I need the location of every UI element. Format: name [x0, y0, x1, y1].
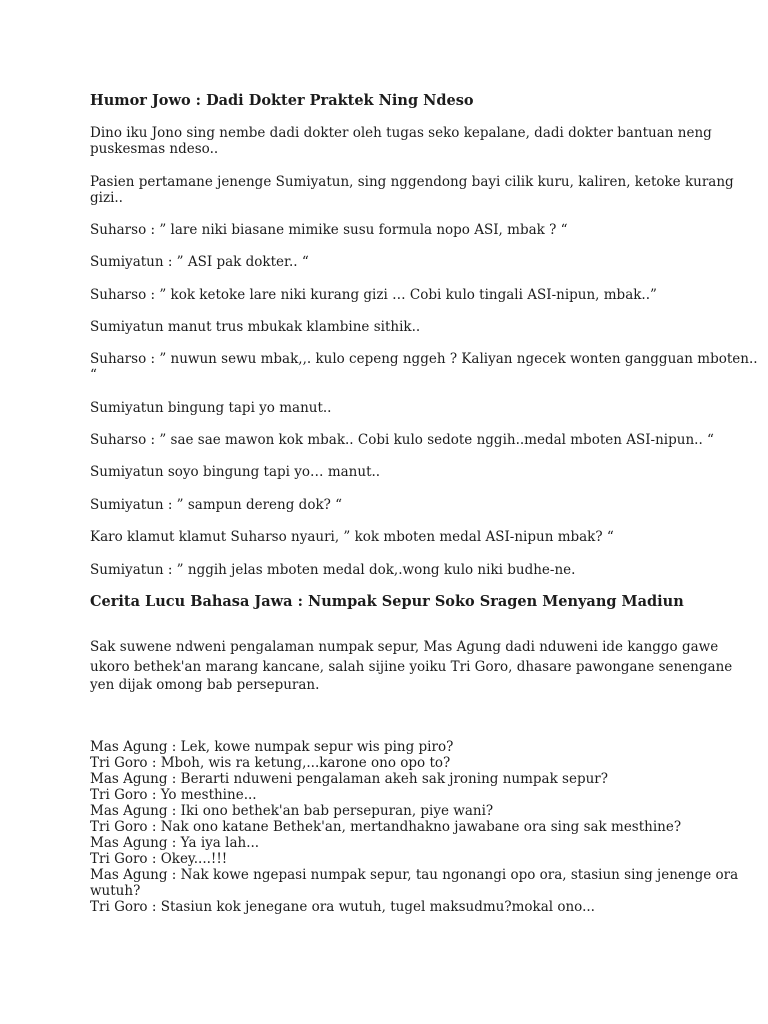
dialogue-line: Suharso : ” nuwun sewu mbak,,. kulo cepeng nggeh ? Kaliyan ngecek wonten gangguan mboten.. [90, 351, 758, 367]
dialogue-line: Sumiyatun bingung tapi yo manut.. [90, 400, 332, 416]
dialogue-line: Sumiyatun : ” sampun dereng dok? “ [90, 497, 343, 513]
section-title-humor-jowo: Humor Jowo : Dadi Dokter Praktek Ning Ndeso [90, 92, 474, 109]
paragraph-line: puskesmas ndeso.. [90, 141, 219, 157]
dialogue-line: Sumiyatun manut trus mbukak klambine sithik.. [90, 319, 421, 335]
conversation-line: wutuh? [90, 883, 141, 899]
paragraph-line: Sak suwene ndweni pengalaman numpak sepur, Mas Agung dadi nduweni ide kanggo gawe [90, 639, 719, 655]
paragraph-line: ukoro bethek'an marang kancane, salah sijine yoiku Tri Goro, dhasare pawongane senengane [90, 659, 733, 675]
conversation-line: Tri Goro : Mboh, wis ra ketung,...karone ono opo to? [90, 755, 451, 771]
conversation-line: Mas Agung : Nak kowe ngepasi numpak sepur, tau ngonangi opo ora, stasiun sing jenenge ora [90, 867, 739, 883]
paragraph-line: yen dijak omong bab persepuran. [90, 677, 320, 693]
dialogue-line: Suharso : ” lare niki biasane mimike susu formula nopo ASI, mbak ? “ [90, 222, 568, 238]
conversation-line: Tri Goro : Yo mesthine... [90, 787, 257, 803]
paragraph-line: Dino iku Jono sing nembe dadi dokter oleh tugas seko kepalane, dadi dokter bantuan neng [90, 125, 712, 141]
dialogue-line: Sumiyatun : ” ASI pak dokter.. “ [90, 254, 309, 270]
dialogue-line: Suharso : ” sae sae mawon kok mbak.. Cobi kulo sedote nggih..medal mboten ASI-nipun.. “ [90, 432, 714, 448]
conversation-line: Tri Goro : Okey....!!! [90, 851, 228, 867]
conversation-line: Mas Agung : Iki ono bethek'an bab persepuran, piye wani? [90, 803, 494, 819]
dialogue-line: Suharso : ” kok ketoke lare niki kurang gizi … Cobi kulo tingali ASI-nipun, mbak..” [90, 287, 657, 303]
dialogue-line: Karo klamut klamut Suharso nyauri, ” kok mboten medal ASI-nipun mbak? “ [90, 529, 614, 545]
conversation-line: Mas Agung : Ya iya lah... [90, 835, 260, 851]
paragraph-line: Pasien pertamane jenenge Sumiyatun, sing nggendong bayi cilik kuru, kaliren, ketoke kurang [90, 174, 734, 190]
dialogue-line: “ [90, 367, 97, 383]
dialogue-line: Sumiyatun : ” nggih jelas mboten medal dok,.wong kulo niki budhe-ne. [90, 562, 576, 578]
dialogue-line: Sumiyatun soyo bingung tapi yo… manut.. [90, 464, 381, 480]
conversation-line: Mas Agung : Lek, kowe numpak sepur wis ping piro? [90, 739, 454, 755]
conversation-line: Mas Agung : Berarti nduweni pengalaman akeh sak jroning numpak sepur? [90, 771, 608, 787]
conversation-line: Tri Goro : Stasiun kok jenegane ora wutuh, tugel maksudmu?mokal ono... [90, 899, 595, 915]
paragraph-line: gizi.. [90, 190, 123, 206]
conversation-line: Tri Goro : Nak ono katane Bethek'an, mertandhakno jawabane ora sing sak mesthine? [90, 819, 682, 835]
section-title-cerita-lucu: Cerita Lucu Bahasa Jawa : Numpak Sepur Soko Sragen Menyang Madiun [90, 593, 684, 610]
